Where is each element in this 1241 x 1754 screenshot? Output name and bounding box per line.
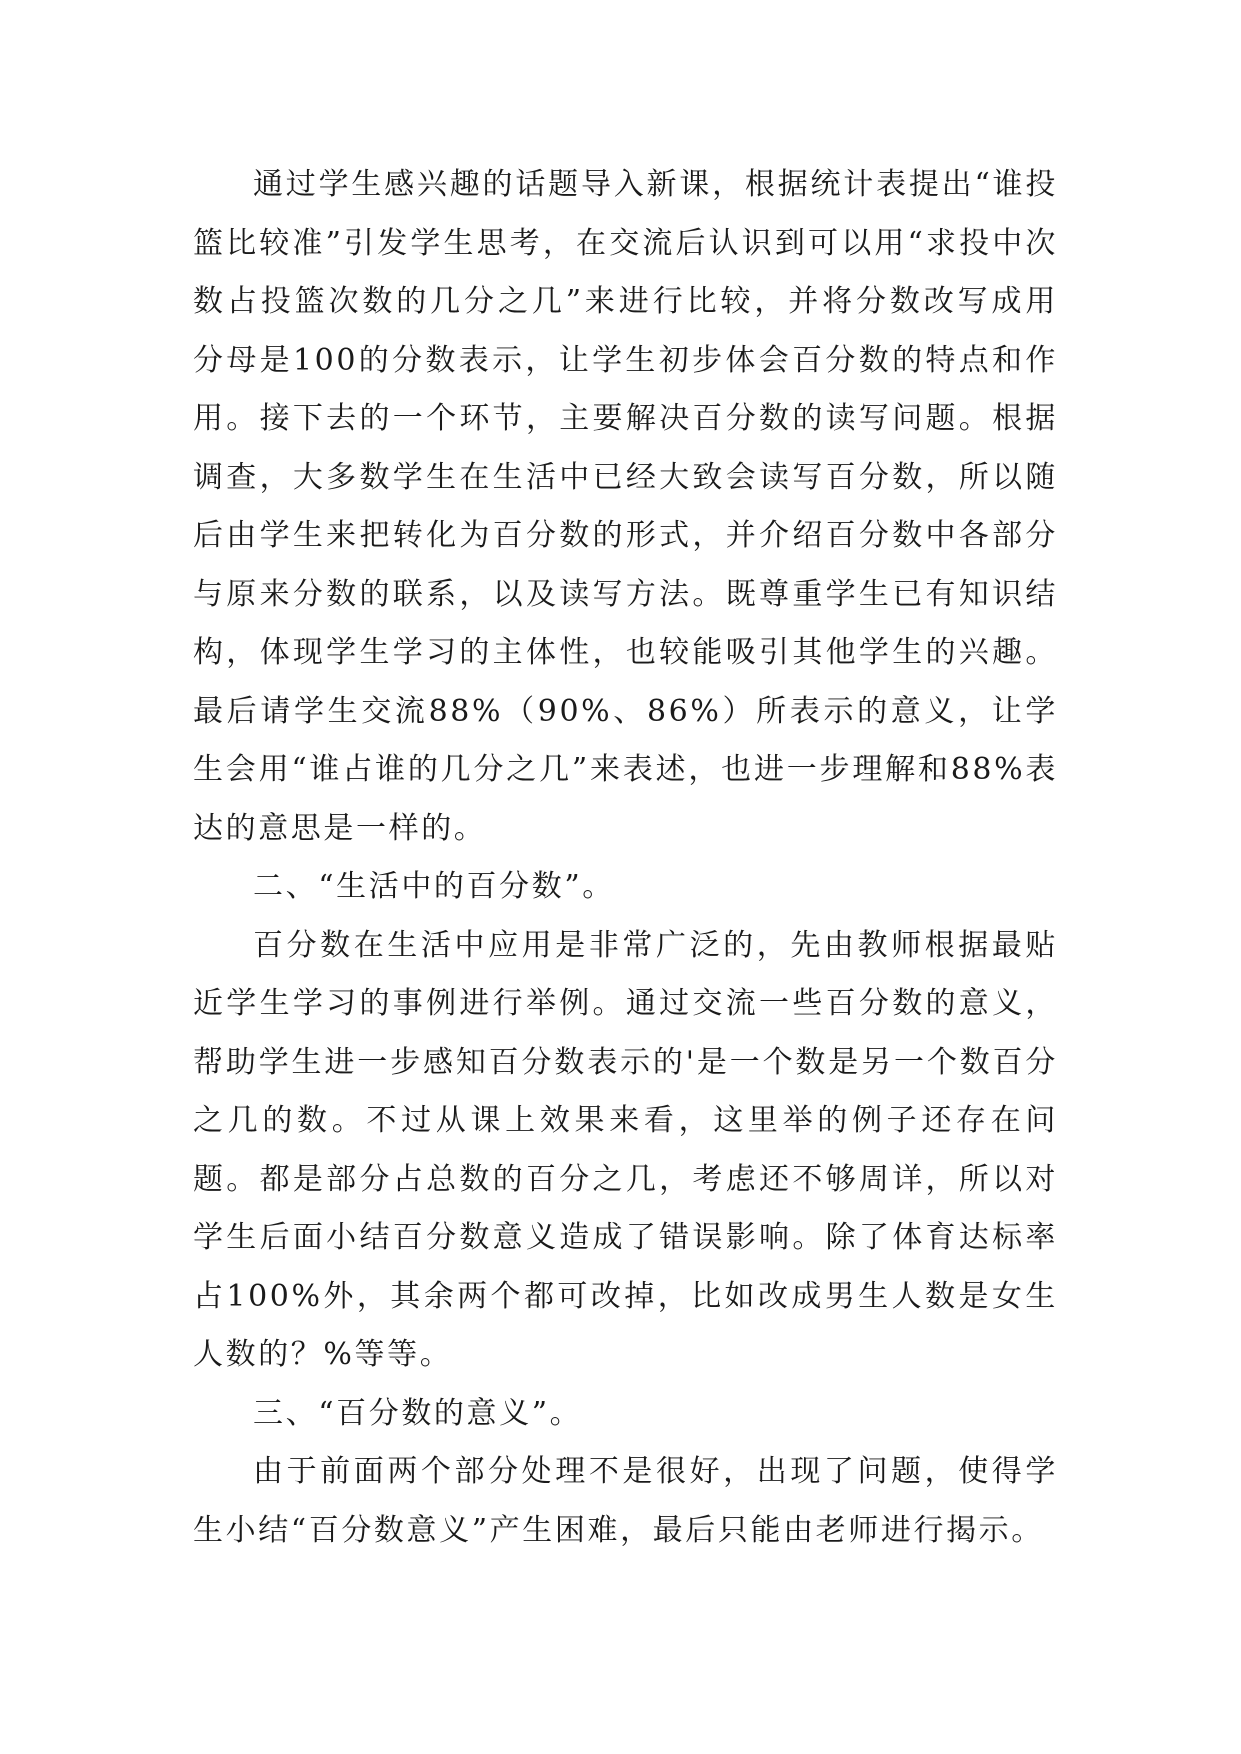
paragraph-intro: 通过学生感兴趣的话题导入新课，根据统计表提出“谁投篮比较准”引发学生思考，在交流后认识到可以用“求投中次数占投篮次数的几分之几”来进行比较，并将分数改写成用分母是100的分数表示，让学生初步体会百分数的特点和作用。接下去的一个环节，主要解决百分数的读写问题。根据调查，大多数学生在生活中已经大致会读写百分数，所以随后由学生来把转化为百分数的形式，并介绍百分数中各部分与原来分数的联系，以及读写方法。既尊重学生已有知识结构，体现学生学习的主体性，也较能吸引其他学生的兴趣。最后请学生交流88%（90%、86%）所表示的意义，让学生会用“谁占谁的几分之几”来表述，也进一步理解和88%表达的意思是一样的。 — [193, 167, 1058, 846]
section-heading-3: 三、“百分数的意义”。 — [253, 1395, 583, 1431]
section-heading-2: 二、“生活中的百分数”。 — [253, 869, 615, 904]
paragraph-section-2: 百分数在生活中应用是非常广泛的，先由教师根据最贴近学生学习的事例进行举例。通过交流一些百分数的意义，帮助学生进一步感知百分数表示的'是一个数是另一个数百分之几的数。不过从课上效果来看，这里举的例子还存在问题。都是部分占总数的百分之几，考虑还不够周详，所以对学生后面小结百分数意义造成了错误影响。除了体育达标率占100%外，其余两个都可改掉，比如改成男生人数是女生人数的？%等等。 — [193, 927, 1058, 1372]
paragraph-section-3: 由于前面两个部分处理不是很好，出现了问题，使得学生小结“百分数意义”产生困难，最后只能由老师进行揭示。 — [193, 1454, 1058, 1548]
document-body — [193, 156, 1058, 1560]
